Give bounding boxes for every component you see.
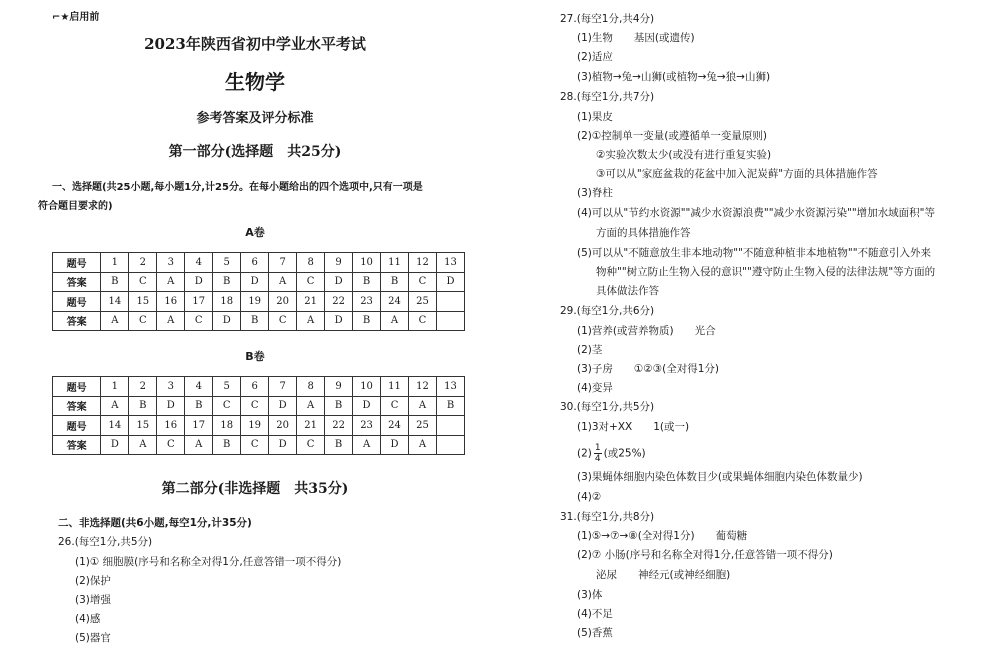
q31-item-3: (3)体 (577, 589, 603, 601)
question-number: 17 (185, 416, 213, 436)
question-number: 6 (241, 253, 269, 273)
answer-cell: D (185, 272, 213, 292)
part2-title: 第二部分(非选择题 共35分) (161, 481, 349, 497)
answer-cell: C (297, 272, 325, 292)
row-header: 题号 (53, 292, 101, 312)
question-number: 10 (353, 253, 381, 273)
table-row (53, 311, 465, 331)
table-row (53, 435, 465, 455)
row-header: 题号 (53, 416, 101, 436)
q26-item-1: (1)① 细胞膜(序号和名称全对得1分,任意答错一项不得分) (75, 556, 342, 568)
part1-title: 第一部分(选择题 共25分) (168, 144, 342, 160)
question-number: 11 (381, 253, 409, 273)
q26-head: 26.(每空1分,共5分) (58, 536, 153, 548)
question-number: 25 (409, 416, 437, 436)
question-number: 22 (325, 292, 353, 312)
volume-b-label: B卷 (245, 350, 265, 363)
answer-cell: C (409, 311, 437, 331)
q31-item-1: (1)⑤→⑦→⑧(全对得1分) 葡萄糖 (577, 530, 748, 542)
answer-cell: D (325, 272, 353, 292)
q31-item-2-cont: 泌尿 神经元(或神经细胞) (596, 569, 731, 581)
question-number: 21 (297, 416, 325, 436)
answer-cell: B (213, 435, 241, 455)
row-header: 答案 (53, 435, 101, 455)
answer-cell: A (157, 272, 185, 292)
q30-head: 30.(每空1分,共5分) (560, 401, 655, 413)
q28-head: 28.(每空1分,共7分) (560, 91, 655, 103)
answer-cell: B (101, 272, 129, 292)
q31-item-5: (5)香蕉 (577, 627, 613, 639)
question-number: 5 (213, 253, 241, 273)
q27-head: 27.(每空1分,共4分) (560, 13, 655, 25)
answer-cell: D (436, 272, 464, 292)
answer-cell: A (129, 435, 157, 455)
q28-item-2-3: ③可以从"家庭盆栽的花盆中加入泥炭藓"方面的具体措施作答 (596, 168, 878, 180)
question-number: 16 (157, 416, 185, 436)
answer-cell: C (241, 435, 269, 455)
question-number: 14 (101, 292, 129, 312)
question-number: 19 (241, 292, 269, 312)
q31-item-2: (2)⑦ 小肠(序号和名称全对得1分,任意答错一项不得分) (577, 549, 833, 561)
question-number: 16 (157, 292, 185, 312)
q27-item-1: (1)生物 基因(或遗传) (577, 32, 695, 44)
question-number: 7 (269, 377, 297, 397)
question-number: 23 (353, 416, 381, 436)
q27-item-2: (2)适应 (577, 51, 613, 63)
question-number: 4 (185, 253, 213, 273)
question-number: 3 (157, 253, 185, 273)
answer-cell: A (353, 435, 381, 455)
q30-item-2-prefix: (2) (577, 447, 592, 460)
question-number: 23 (353, 292, 381, 312)
question-number: 10 (353, 377, 381, 397)
question-number: 4 (185, 377, 213, 397)
q29-head: 29.(每空1分,共6分) (560, 305, 655, 317)
q29-item-2: (2)茎 (577, 344, 603, 356)
answer-cell: A (185, 435, 213, 455)
q28-item-4: (4)可以从"节约水资源""减少水资源浪费""减少水资源污染""增加水域面积"等 (577, 207, 936, 219)
empty-cell (436, 292, 464, 312)
answer-cell: C (269, 311, 297, 331)
answer-cell: D (325, 311, 353, 331)
answer-cell: A (157, 311, 185, 331)
answer-cell: B (325, 396, 353, 416)
volume-a-label: A卷 (245, 226, 265, 239)
volume-b-answer-table (52, 376, 465, 455)
question-number: 25 (409, 292, 437, 312)
q29-item-4: (4)变异 (577, 382, 613, 394)
answer-cell: C (129, 272, 157, 292)
question-number: 20 (269, 292, 297, 312)
q28-item-2-2: ②实验次数太少(或没有进行重复实验) (596, 149, 772, 161)
part2-instruction: 二、非选择题(共6小题,每空1分,计35分) (58, 517, 252, 529)
q28-item-1: (1)果皮 (577, 111, 613, 123)
q28-item-2: (2)①控制单一变量(或遵循单一变量原则) (577, 130, 767, 142)
q28-item-4-cont: 方面的具体措施作答 (596, 227, 691, 239)
q30-item-3: (3)果蝇体细胞内染色体数目少(或果蝇体细胞内染色体数量少) (577, 471, 863, 483)
row-header: 答案 (53, 311, 101, 331)
answer-cell: B (436, 396, 464, 416)
q30-item-1: (1)3对+XX 1(或一) (577, 421, 690, 433)
question-number: 8 (297, 253, 325, 273)
answer-cell: B (129, 396, 157, 416)
q29-item-3: (3)子房 ①②③(全对得1分) (577, 363, 719, 375)
q29-item-1: (1)营养(或营养物质) 光合 (577, 325, 716, 337)
q30-item-4: (4)② (577, 491, 602, 503)
empty-cell (436, 435, 464, 455)
question-number: 24 (381, 292, 409, 312)
answer-cell: D (269, 435, 297, 455)
question-number: 12 (409, 377, 437, 397)
answer-cell: C (241, 396, 269, 416)
question-number: 18 (213, 292, 241, 312)
answer-cell: A (297, 311, 325, 331)
answer-cell: A (101, 396, 129, 416)
answer-cell: A (409, 396, 437, 416)
row-header: 题号 (53, 253, 101, 273)
question-number: 19 (241, 416, 269, 436)
answer-cell: B (325, 435, 353, 455)
answer-cell: B (353, 272, 381, 292)
question-number: 1 (101, 377, 129, 397)
q28-item-5-cont2: 具体做法作答 (596, 285, 659, 297)
empty-cell (436, 311, 464, 331)
answer-cell: D (353, 396, 381, 416)
table-row (53, 292, 465, 312)
question-number: 2 (129, 253, 157, 273)
q26-item-2: (2)保护 (75, 575, 111, 587)
part1-instruction (38, 178, 488, 216)
q26-item-5: (5)器官 (75, 632, 111, 644)
question-number: 24 (381, 416, 409, 436)
confidential-mark: ⌐★启用前 (52, 12, 100, 23)
answer-cell: B (353, 311, 381, 331)
question-number: 3 (157, 377, 185, 397)
answer-cell: A (381, 311, 409, 331)
table-row (53, 272, 465, 292)
answer-cell: A (297, 396, 325, 416)
answer-cell: D (269, 396, 297, 416)
q28-item-5: (5)可以从"不随意放生非本地动物""不随意种植非本地植物""不随意引入外来 (577, 247, 932, 259)
answer-cell: A (409, 435, 437, 455)
volume-a-answer-table (52, 252, 465, 331)
instruction-line-1: 一、选择题(共25小题,每小题1分,计25分。在每小题给出的四个选项中,只有一项是 (52, 182, 423, 193)
q27-item-3: (3)植物→兔→山狮(或植物→兔→狼→山狮) (577, 71, 771, 83)
fraction-numerator: 1 (594, 443, 601, 453)
answer-cell: A (101, 311, 129, 331)
answer-cell: C (381, 396, 409, 416)
question-number: 1 (101, 253, 129, 273)
question-number: 21 (297, 292, 325, 312)
table-row (53, 416, 465, 436)
fraction-denominator: 4 (594, 454, 601, 464)
empty-cell (436, 416, 464, 436)
answer-cell: B (213, 272, 241, 292)
answer-cell: C (129, 311, 157, 331)
answer-cell: B (241, 311, 269, 331)
answer-cell: C (185, 311, 213, 331)
q28-item-3: (3)脊柱 (577, 187, 613, 199)
table-row (53, 396, 465, 416)
question-number: 20 (269, 416, 297, 436)
question-number: 11 (381, 377, 409, 397)
row-header: 题号 (53, 377, 101, 397)
question-number: 13 (436, 253, 464, 273)
answer-cell: D (101, 435, 129, 455)
question-number: 15 (129, 292, 157, 312)
row-header: 答案 (53, 272, 101, 292)
q26-item-4: (4)感 (75, 613, 101, 625)
q26-item-3: (3)增强 (75, 594, 111, 606)
question-number: 18 (213, 416, 241, 436)
table-row (53, 377, 465, 397)
answer-cell: A (269, 272, 297, 292)
question-number: 17 (185, 292, 213, 312)
question-number: 14 (101, 416, 129, 436)
question-number: 13 (436, 377, 464, 397)
answer-cell: B (381, 272, 409, 292)
question-number: 8 (297, 377, 325, 397)
q31-head: 31.(每空1分,共8分) (560, 511, 655, 523)
q28-item-5-cont: 物种""树立防止生物入侵的意识""遵守防止生物入侵的法律法规"等方面的 (596, 266, 936, 278)
question-number: 2 (129, 377, 157, 397)
question-number: 15 (129, 416, 157, 436)
question-number: 9 (325, 377, 353, 397)
answer-cell: D (381, 435, 409, 455)
document-title: 参考答案及评分标准 (196, 111, 314, 126)
question-number: 9 (325, 253, 353, 273)
answer-cell: D (213, 311, 241, 331)
q31-item-4: (4)不足 (577, 608, 613, 620)
instruction-line-2: 符合题目要求的) (38, 201, 113, 212)
answer-cell: D (157, 396, 185, 416)
answer-cell: D (241, 272, 269, 292)
fraction (594, 443, 602, 464)
answer-cell: C (297, 435, 325, 455)
q30-item-2 (577, 443, 646, 464)
exam-title: 2023年陕西省初中学业水平考试 (144, 35, 366, 53)
question-number: 12 (409, 253, 437, 273)
answer-cell: C (157, 435, 185, 455)
question-number: 22 (325, 416, 353, 436)
question-number: 6 (241, 377, 269, 397)
answer-cell: C (213, 396, 241, 416)
answer-cell: B (185, 396, 213, 416)
answer-cell: C (409, 272, 437, 292)
subject-title: 生物学 (225, 70, 285, 94)
row-header: 答案 (53, 396, 101, 416)
question-number: 5 (213, 377, 241, 397)
q30-item-2-suffix: (或25%) (603, 447, 646, 460)
question-number: 7 (269, 253, 297, 273)
table-row (53, 253, 465, 273)
